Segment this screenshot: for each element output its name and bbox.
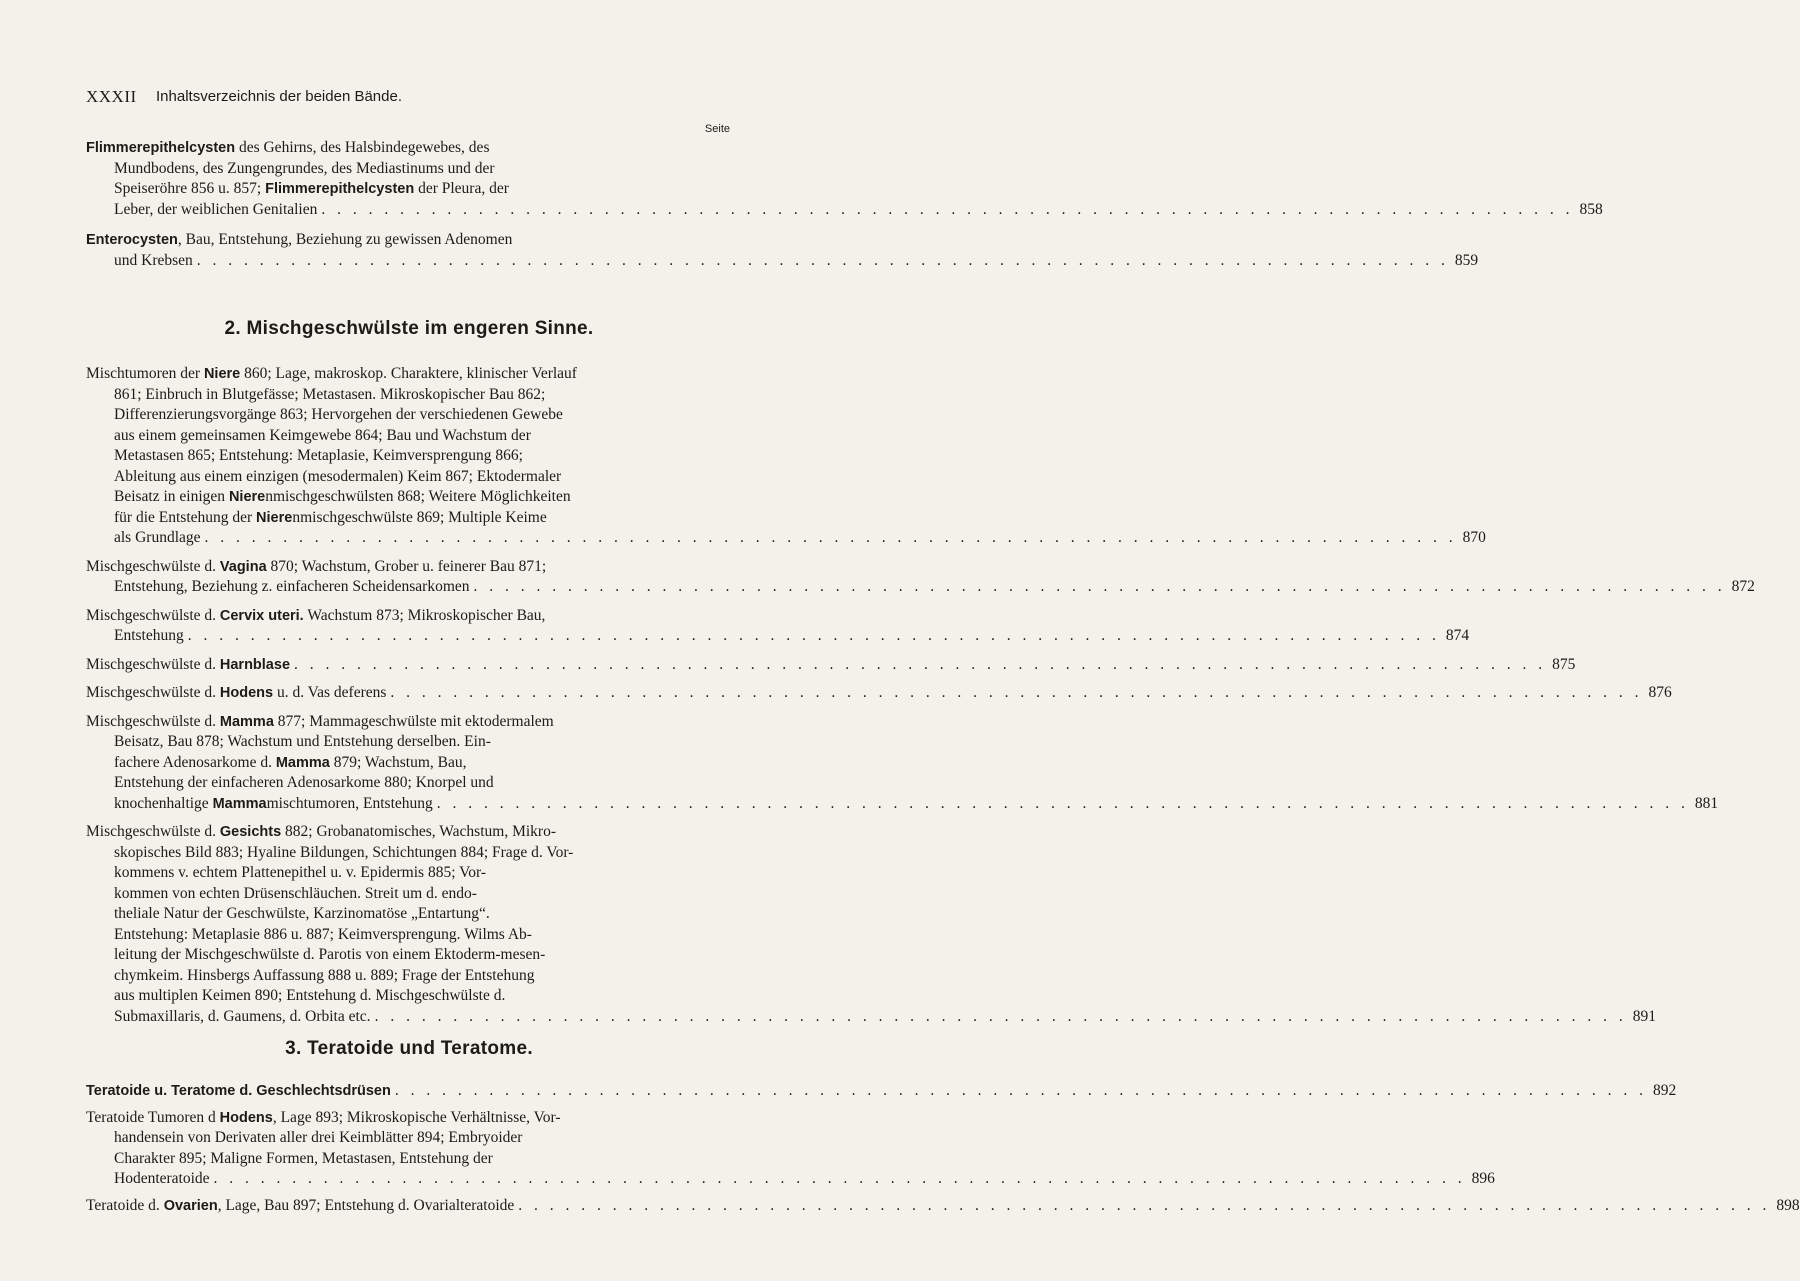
toc-entry[interactable] [86,364,1486,549]
toc-entry-last-line [86,655,1576,676]
toc-entry-line: 861; Einbruch in Blutgefässe; Metastasen. Mikroskopischer Bau 862; [114,385,546,403]
toc-entry-text: Submaxillaris, d. Gaumens, d. Orbita etc. [114,1007,371,1025]
leader-dots: . . . . . . . . . . . . . . . . . . . . . . . . . . . . . . . . . . . . . . . . . . . . . . . . . . . . . . . . . . . . . . . . . . . . . . . . . . . . . . . . [394,1082,1647,1099]
toc-entry[interactable] [86,138,1603,220]
leader-dots: . . . . . . . . . . . . . . . . . . . . . . . . . . . . . . . . . . . . . . . . . . . . . . . . . . . . . . . . . . . . . . . . . . . . . . . . . . . . . . . . [518,1196,1771,1214]
toc-entry-text: Entstehung [114,627,184,644]
page-number: XXXII [86,87,137,106]
leader-dots: . . . . . . . . . . . . . . . . . . . . . . . . . . . . . . . . . . . . . . . . . . . . . . . . . . . . . . . . . . . . . . . . . . . . . . . . . . . . . . . . [187,627,1440,644]
running-title: Inhaltsverzeichnis der beiden Bände. [156,88,402,105]
toc-entry-line: kommen von echten Drüsenschläuchen. Streit um d. endo- [114,884,477,902]
toc-page-number: 872 [1731,578,1755,595]
leader-dots: . . . . . . . . . . . . . . . . . . . . . . . . . . . . . . . . . . . . . . . . . . . . . . . . . . . . . . . . . . . . . . . . . . . . . . . . . . . . . . . . [321,200,1574,218]
toc-page-number: 876 [1648,684,1672,701]
toc-page-number: 874 [1445,627,1470,644]
toc-entry-last-line [86,683,1672,704]
toc-entry-line: Mundbodens, des Zungengrundes, des Mediastinums und der [114,159,495,177]
toc-entry-last-line [86,1169,1495,1190]
toc-entry-line: aus multiplen Keimen 890; Entstehung d. Mischgeschwülste d. [114,987,506,1004]
toc-entry-text: Teratoide u. Teratome d. Geschlechtsdrüsen [86,1083,391,1099]
toc-entry[interactable] [86,1108,1495,1190]
toc-entry[interactable] [86,1196,1800,1217]
toc-entry-last-line [86,200,1603,221]
toc-entry[interactable] [86,822,1656,1027]
toc-entry-last-line [86,794,1719,815]
toc-page-number: 891 [1632,1007,1656,1025]
toc-page-number: 881 [1694,794,1719,812]
toc-page-number: 858 [1579,200,1603,218]
toc-entry-line: fachere Adenosarkome d. Mamma 879; Wachstum, Bau, [114,753,467,771]
toc-entry-line: leitung der Mischgeschwülste d. Parotis von einem Ektoderm-mesen- [114,946,546,963]
toc-entry[interactable] [86,712,1719,815]
toc-entry-last-line [86,1081,1677,1102]
toc-entry-text: Mischgeschwülste d. Harnblase [86,655,291,673]
toc-group-cysts [86,138,1603,281]
toc-entry-line: Beisatz in einigen Nierenmischgeschwülsten 868; Weitere Möglichkeiten [114,488,571,505]
leader-dots: . . . . . . . . . . . . . . . . . . . . . . . . . . . . . . . . . . . . . . . . . . . . . . . . . . . . . . . . . . . . . . . . . . . . . . . . . . . . . . . . [374,1007,1627,1025]
toc-group-teratome [86,1081,1800,1222]
toc-entry-text: knochenhaltige Mammamischtumoren, Entstehung [114,794,433,812]
toc-entry-line: Metastasen 865; Entstehung: Metaplasie, Keimversprengung 866; [114,447,523,464]
toc-entry-text: und Krebsen [114,251,193,269]
toc-entry-line: Teratoide Tumoren d Hodens, Lage 893; Mikroskopische Verhältnisse, Vor- [86,1108,561,1126]
toc-entry[interactable] [86,557,1755,598]
toc-page-number: 870 [1462,529,1486,546]
toc-entry-text: Mischgeschwülste d. Hodens u. d. Vas deferens [86,684,387,701]
toc-entry-last-line [86,251,1479,272]
toc-entries [86,138,1603,271]
toc-entry-line: Mischgeschwülste d. Cervix uteri. Wachstum 873; Mikroskopischer Bau, [86,606,546,624]
toc-entry[interactable] [86,655,1576,676]
leader-dots: . . . . . . . . . . . . . . . . . . . . . . . . . . . . . . . . . . . . . . . . . . . . . . . . . . . . . . . . . . . . . . . . . . . . . . . . . . . . . . . . [204,529,1457,546]
toc-entry-last-line [86,1007,1656,1028]
section-heading-2: 2. Mischgeschwülste im engeren Sinne. [224,318,594,339]
toc-entry-line: handensein von Derivaten aller drei Keimblätter 894; Embryoider [114,1129,523,1146]
toc-page-number: 896 [1471,1170,1495,1187]
toc-page-number: 892 [1652,1082,1677,1099]
section-heading-3: 3. Teratoide und Teratome. [285,1038,533,1059]
toc-page-number: 898 [1776,1196,1800,1214]
toc-entry-line: Ableitung aus einem einzigen (mesodermalen) Keim 867; Ektodermaler [114,467,562,485]
toc-entry-last-line [86,528,1486,549]
toc-entry[interactable] [86,683,1672,704]
toc-page-number: 875 [1552,655,1576,673]
toc-entry-line: Entstehung der einfacheren Adenosarkome 880; Knorpel und [114,774,494,791]
toc-entry-text: Entstehung, Beziehung z. einfacheren Scheidensarkomen [114,578,470,595]
leader-dots: . . . . . . . . . . . . . . . . . . . . . . . . . . . . . . . . . . . . . . . . . . . . . . . . . . . . . . . . . . . . . . . . . . . . . . . . . . . . . . . . [436,794,1689,812]
toc-entry-text: Leber, der weiblichen Genitalien [114,200,318,218]
toc-entry-line: skopisches Bild 883; Hyaline Bildungen, Schichtungen 884; Frage d. Vor- [114,843,574,861]
toc-entry-line: Flimmerepithelcysten des Gehirns, des Halsbindegewebes, des [86,139,490,156]
leader-dots: . . . . . . . . . . . . . . . . . . . . . . . . . . . . . . . . . . . . . . . . . . . . . . . . . . . . . . . . . . . . . . . . . . . . . . . . . . . . . . . . [390,684,1643,701]
toc-entry-line: Differenzierungsvorgänge 863; Hervorgehen der verschiedenen Gewebe [114,406,563,423]
toc-entries [86,364,1755,1027]
toc-entry-line: aus einem gemeinsamen Keimgewebe 864; Bau und Wachstum der [114,426,531,444]
toc-entry-text: Teratoide d. Ovarien, Lage, Bau 897; Entstehung d. Ovarialteratoide [86,1196,515,1214]
leader-dots: . . . . . . . . . . . . . . . . . . . . . . . . . . . . . . . . . . . . . . . . . . . . . . . . . . . . . . . . . . . . . . . . . . . . . . . . . . . . . . . . [294,655,1547,673]
seite-label: Seite [704,123,730,135]
toc-entry-line: theliale Natur der Geschwülste, Karzinomatöse „Entartung“. [114,905,490,922]
toc-entries [86,1081,1800,1216]
leader-dots: . . . . . . . . . . . . . . . . . . . . . . . . . . . . . . . . . . . . . . . . . . . . . . . . . . . . . . . . . . . . . . . . . . . . . . . . . . . . . . . . [196,251,1449,269]
toc-entry-last-line [86,1196,1800,1217]
toc-entry-line: Beisatz, Bau 878; Wachstum und Entstehung derselben. Ein- [114,733,491,750]
toc-entry[interactable] [86,1081,1677,1102]
toc-entry[interactable] [86,606,1470,647]
toc-entry-line: Mischgeschwülste d. Mamma 877; Mammageschwülste mit ektodermalem [86,712,554,730]
toc-entry-line: Speiseröhre 856 u. 857; Flimmerepithelcysten der Pleura, der [114,180,509,197]
toc-entry-line: Entstehung: Metaplasie 886 u. 887; Keimversprengung. Wilms Ab- [114,925,532,943]
toc-entry-last-line [86,626,1470,647]
toc-entry-line: für die Entstehung der Nierenmischgeschwülste 869; Multiple Keime [114,508,547,526]
toc-group-mischgeschwuelste [86,364,1755,1035]
toc-entry-text: als Grundlage [114,529,201,546]
toc-entry-line: Enterocysten, Bau, Entstehung, Beziehung zu gewissen Adenomen [86,231,513,248]
toc-entry-line: Mischgeschwülste d. Vagina 870; Wachstum, Grober u. feinerer Bau 871; [86,557,547,575]
toc-entry-line: chymkeim. Hinsbergs Auffassung 888 u. 889; Frage der Entstehung [114,966,535,984]
toc-entry-line: Mischtumoren der Niere 860; Lage, makroskop. Charaktere, klinischer Verlauf [86,365,577,382]
leader-dots: . . . . . . . . . . . . . . . . . . . . . . . . . . . . . . . . . . . . . . . . . . . . . . . . . . . . . . . . . . . . . . . . . . . . . . . . . . . . . . . . [473,578,1726,595]
running-header [86,87,726,117]
toc-entry-line: Mischgeschwülste d. Gesichts 882; Grobanatomisches, Wachstum, Mikro- [86,823,556,840]
leader-dots: . . . . . . . . . . . . . . . . . . . . . . . . . . . . . . . . . . . . . . . . . . . . . . . . . . . . . . . . . . . . . . . . . . . . . . . . . . . . . . . . [213,1170,1466,1187]
toc-entry[interactable] [86,230,1479,271]
toc-entry-last-line [86,577,1755,598]
toc-entry-line: kommens v. echtem Plattenepithel u. v. Epidermis 885; Vor- [114,864,487,881]
toc-entry-line: Charakter 895; Maligne Formen, Metastasen, Entstehung der [114,1149,493,1167]
toc-entry-text: Hodenteratoide [114,1170,210,1187]
toc-page-number: 859 [1454,251,1479,269]
